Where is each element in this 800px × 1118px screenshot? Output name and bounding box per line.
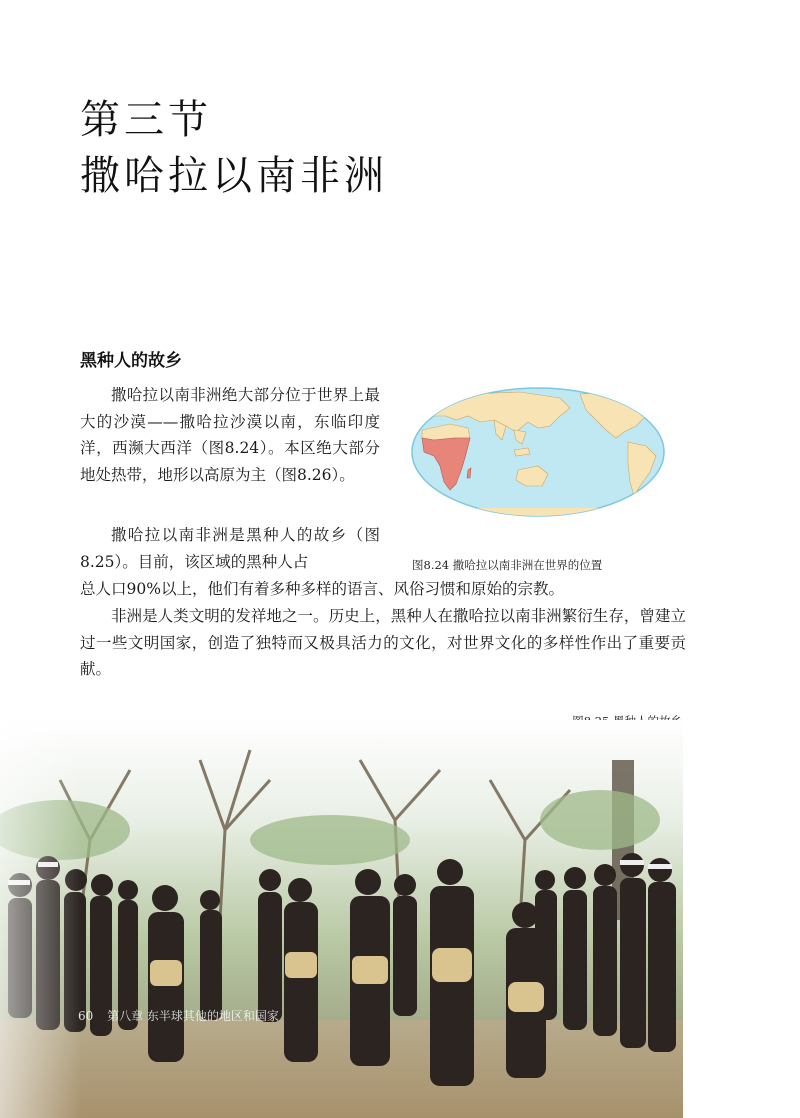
section-title: 撒哈拉以南非洲 [80,153,388,199]
subsection-heading: 黑种人的故乡 [80,351,182,371]
paragraph-2: 撒哈拉以南非洲是黑种人的故乡（图8.25）。目前，该区域的黑种人占 [80,526,380,571]
dancers-photo-illustration [0,720,683,1118]
page-footer [78,1007,279,1024]
paragraph-3: 非洲是人类文明的发祥地之一。历史上，黑种人在撒哈拉以南非洲繁衍生存，曾建立过一些文明国家，创造了独特而又极具活力的文化，对世界文化的多样性作出了重要贡献。 [80,607,686,678]
paragraph-2-continued: 总人口90%以上，他们有着多种多样的语言、风俗习惯和原始的宗教。 [80,580,564,598]
world-map [410,386,666,518]
figure-8-24-caption: 图8.24 撒哈拉以南非洲在世界的位置 [412,558,603,572]
greenland-landmass [648,390,662,400]
paragraph-1: 撒哈拉以南非洲绝大部分位于世界上最大的沙漠——撒哈拉沙漠以南，东临印度洋，西濒大西洋（图8.24）。本区绝大部分地处热带，地形以高原为主（图8.26）。 [80,386,380,484]
page-number: 60 [78,1009,94,1023]
section-number: 第三节 [80,97,212,143]
footer-chapter: 第八章 东半球其他的地区和国家 [107,1009,279,1023]
dancers-photo [0,720,683,1118]
chapter-title [80,92,388,204]
world-map-figure [410,386,666,518]
